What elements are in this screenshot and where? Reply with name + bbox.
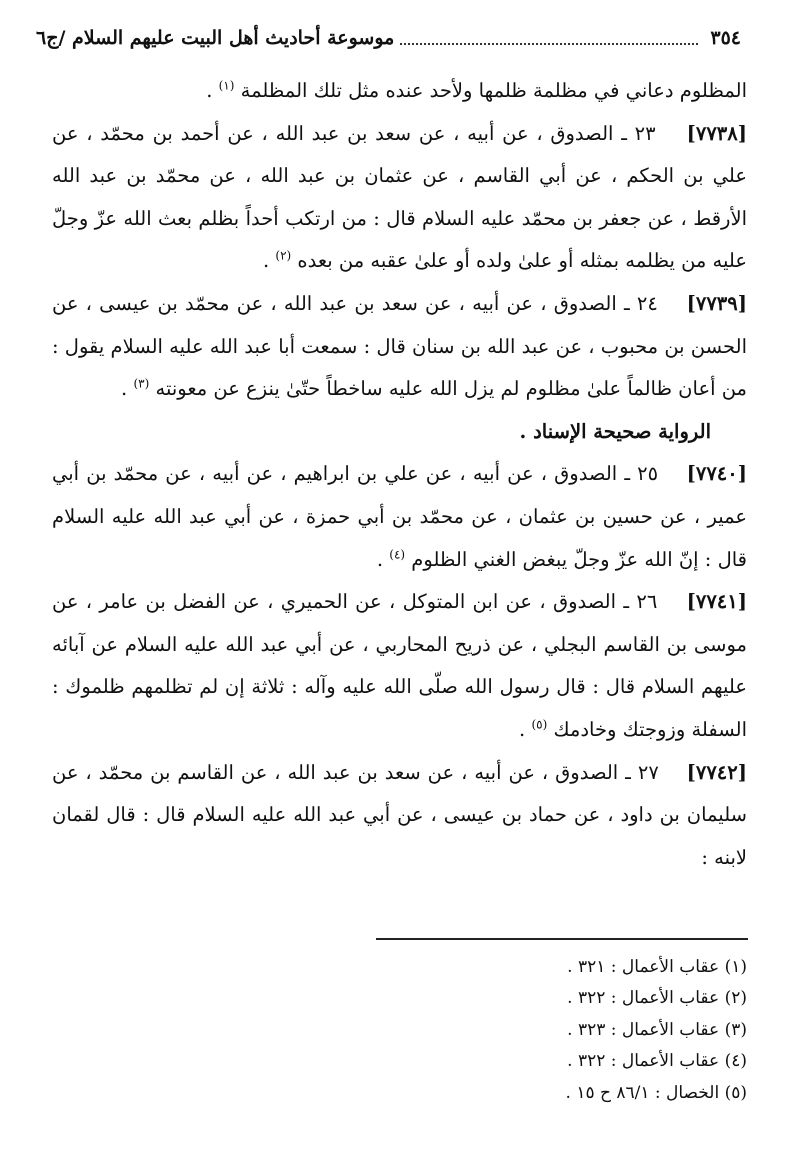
hadith-text: ٢٧ ـ الصدوق ، عن أبيه ، عن سعد بن عبد الله ، عن القاسم بن محمّد ، عن سليمان بن داود ، عن حماد بن عيسى ، عن أبي عبد الله عليه السلام قال : قال لقمان لابنه : (52, 760, 747, 869)
footnote-ref: (٢) (275, 248, 292, 263)
footnote: (٣) عقاب الأعمال : ٣٢٣ . (567, 1019, 747, 1040)
running-header (36, 18, 741, 58)
footnote-ref: (١) (218, 78, 235, 93)
page-number: ٣٥٤ (710, 27, 741, 49)
hadith-number: [٧٧٤٠] (686, 462, 747, 486)
hadith-number: [٧٧٣٩] (686, 291, 747, 315)
hadith-number: [٧٧٤١] (686, 590, 747, 614)
hadith-7742 (52, 752, 747, 880)
footnote: (٤) عقاب الأعمال : ٣٢٢ . (567, 1051, 747, 1072)
footnote-separator (376, 938, 748, 940)
hadith-7740: [٧٧٤٠] ٢٥ ـ الصدوق ، عن أبيه ، عن علي بن ابراهيم ، عن أبيه ، عن محمّد بن أبي عمير ، عن حسين بن عثمان ، عن محمّد بن أبي حمزة ، عن أبي عبد الله عليه السلام قال : إنّ الله عزّ وجلّ يبغض الغني الظلوم $^{(٤)}$ . (52, 462, 747, 571)
footnote: (٢) عقاب الأعمال : ٣٢٢ . (567, 988, 747, 1009)
footnote: (٥) الخصال : ٨٦/١ ح ١٥ . (565, 1082, 747, 1103)
hadith-text: ٢٥ ـ الصدوق ، عن أبيه ، عن علي بن ابراهيم ، عن أبيه ، عن محمّد بن أبي عمير ، عن حسين بن عثمان ، عن محمّد بن أبي حمزة ، عن أبي عبد الله عليه السلام قال : إنّ الله عزّ وجلّ يبغض الغني الظلوم (52, 462, 747, 571)
header-dot-leader (400, 43, 698, 45)
footnote: (١) عقاب الأعمال : ٣٢١ . (567, 957, 747, 977)
hadith-number: [٧٧٣٨] (686, 121, 747, 145)
running-title: موسوعة أحاديث أهل البيت عليهم السلام /ج٦ (36, 27, 395, 49)
footnote-ref: (٥) (531, 717, 548, 732)
hadith-text: ٢٦ ـ الصدوق ، عن ابن المتوكل ، عن الحميري ، عن الفضل بن عامر ، عن موسى بن القاسم البجلي ، عن ذريح المحاربي ، عن أبي عبد الله عليه السلام عن آبائه عليهم السلام قال : قال رسول الله صلّى الله عليه وآله : ثلاثة إن لم تظلمهم ظلموك : السفلة وزوجتك وخادمك (52, 590, 747, 741)
footnote-ref: (٣) (133, 376, 150, 391)
main-text (52, 70, 747, 879)
hadith-7741: [٧٧٤١] ٢٦ ـ الصدوق ، عن ابن المتوكل ، عن الحميري ، عن الفضل بن عامر ، عن موسى بن القاسم البجلي ، عن ذريح المحاربي ، عن أبي عبد الله عليه السلام عن آبائه عليهم السلام قال : قال رسول الله صلّى الله عليه وآله : ثلاثة إن لم تظلمهم ظلموك : السفلة وزوجتك وخادمك $^{(٥)}$ . (52, 590, 747, 741)
footnote-ref: (٤) (389, 547, 406, 562)
hadith-number: [٧٧٤٢] (686, 760, 747, 784)
hadith-text: ٢٣ ـ الصدوق ، عن أبيه ، عن سعد بن عبد الله ، عن أحمد بن محمّد ، عن علي بن الحكم ، عن أبي القاسم ، عن عثمان بن عبد الله ، عن محمّد بن عبد الله الأرقط ، عن جعفر بن محمّد عليه السلام قال : من ارتكب أحداً بظلم بعث الله عزّ وجلّ عليه من يظلمه بمثله أو علىٰ ولده أو علىٰ عقبه من بعده (52, 121, 747, 273)
hadith-7739: [٧٧٣٩] ٢٤ ـ الصدوق ، عن أبيه ، عن سعد بن عبد الله ، عن محمّد بن عيسى ، عن الحسن بن محبوب ، عن عبد الله بن سنان قال : سمعت أبا عبد الله عليه السلام يقول : من أعان ظالماً علىٰ مظلوم لم يزل الله عليه ساخطاً حتّىٰ ينزع عن معونته $^{(٣)}$ . (52, 291, 747, 401)
hadith-text: ٢٤ ـ الصدوق ، عن أبيه ، عن سعد بن عبد الله ، عن محمّد بن عيسى ، عن الحسن بن محبوب ، عن عبد الله بن سنان قال : سمعت أبا عبد الله عليه السلام يقول : من أعان ظالماً علىٰ مظلوم لم يزل الله عليه ساخطاً حتّىٰ ينزع عن معونته (52, 291, 747, 401)
hadith-7738: [٧٧٣٨] ٢٣ ـ الصدوق ، عن أبيه ، عن سعد بن عبد الله ، عن أحمد بن محمّد ، عن علي بن الحكم ، عن أبي القاسم ، عن عثمان بن عبد الله ، عن محمّد بن عبد الله الأرقط ، عن جعفر بن محمّد عليه السلام قال : من ارتكب أحداً بظلم بعث الله عزّ وجلّ عليه من يظلمه بمثله أو علىٰ ولده أو علىٰ عقبه من بعده $^{(٢)}$ . (52, 121, 747, 273)
intro-paragraph: المظلوم دعاني في مظلمة ظلمها ولأحد عنده مثل تلك المظلمة $^{(١)}$ . (206, 78, 747, 102)
footnotes (347, 952, 747, 1109)
isnad-note: الرواية صحيحة الإسناد . (519, 419, 711, 443)
